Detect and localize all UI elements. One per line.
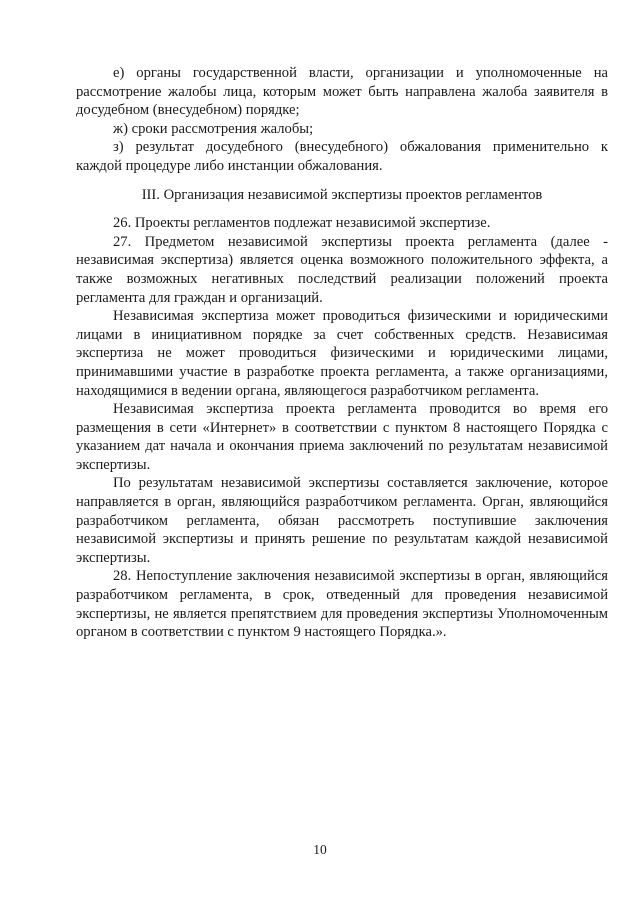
- paragraph-27: 27. Предметом независимой экспертизы проекта регламента (далее - независимая экспертиза) является оценка возможного положительного эффекта, а также возможных негативных последствий реализации положений проекта регламента для граждан и организаций.: [76, 233, 608, 306]
- paragraph-27-expertise-period: Независимая экспертиза проекта регламента проводится во время его размещения в сети «Интернет» в соответствии с пунктом 8 настоящего Порядка с указанием дат начала и окончания приема заключений по результатам независимой экспертизы.: [76, 401, 608, 473]
- paragraph-28: 28. Непоступление заключения независимой экспертизы в орган, являющийся разработчиком регламента, в срок, отведенный для проведения независимой экспертизы, не является препятствием для проведения экспертизы Уполномоченным органом в соответствии с пунктом 9 настоящего Порядка.».: [76, 568, 608, 641]
- list-item-zh: ж) сроки рассмотрения жалобы;: [113, 120, 314, 137]
- document-body: [76, 64, 608, 642]
- paragraph-27-expertise-results: По результатам независимой экспертизы составляется заключение, которое направляется в орган, являющийся разработчиком регламента. Орган, являющийся разработчиком регламента, обязан рассмотреть поступившие заключения независимой экспертизы и принять решение по результатам каждой независимой экспертизы.: [76, 475, 608, 566]
- page-number: 10: [313, 842, 327, 857]
- paragraph-26: 26. Проекты регламентов подлежат независимой экспертизе.: [113, 215, 491, 232]
- list-item-z: з) результат досудебного (внесудебного) обжалования применительно к каждой процедуре либо инстанции обжалования.: [76, 139, 608, 174]
- list-item-e: е) органы государственной власти, организации и уполномоченные на рассмотрение жалобы лица, которым может быть направлена жалоба заявителя в досудебном (внесудебном) порядке;: [76, 65, 608, 119]
- section-heading: III. Организация независимой экспертизы проектов регламентов: [141, 186, 543, 203]
- paragraph-27-independent-expertise: Независимая экспертиза может проводиться физическими и юридическими лицами в инициативном порядке за счет собственных средств. Независимая экспертиза не может проводиться физическими и юридическими лицами, принимавшими участие в разработке проекта регламента, а также организациями, находящимися в ведении органа, являющегося разработчиком регламента.: [76, 308, 608, 399]
